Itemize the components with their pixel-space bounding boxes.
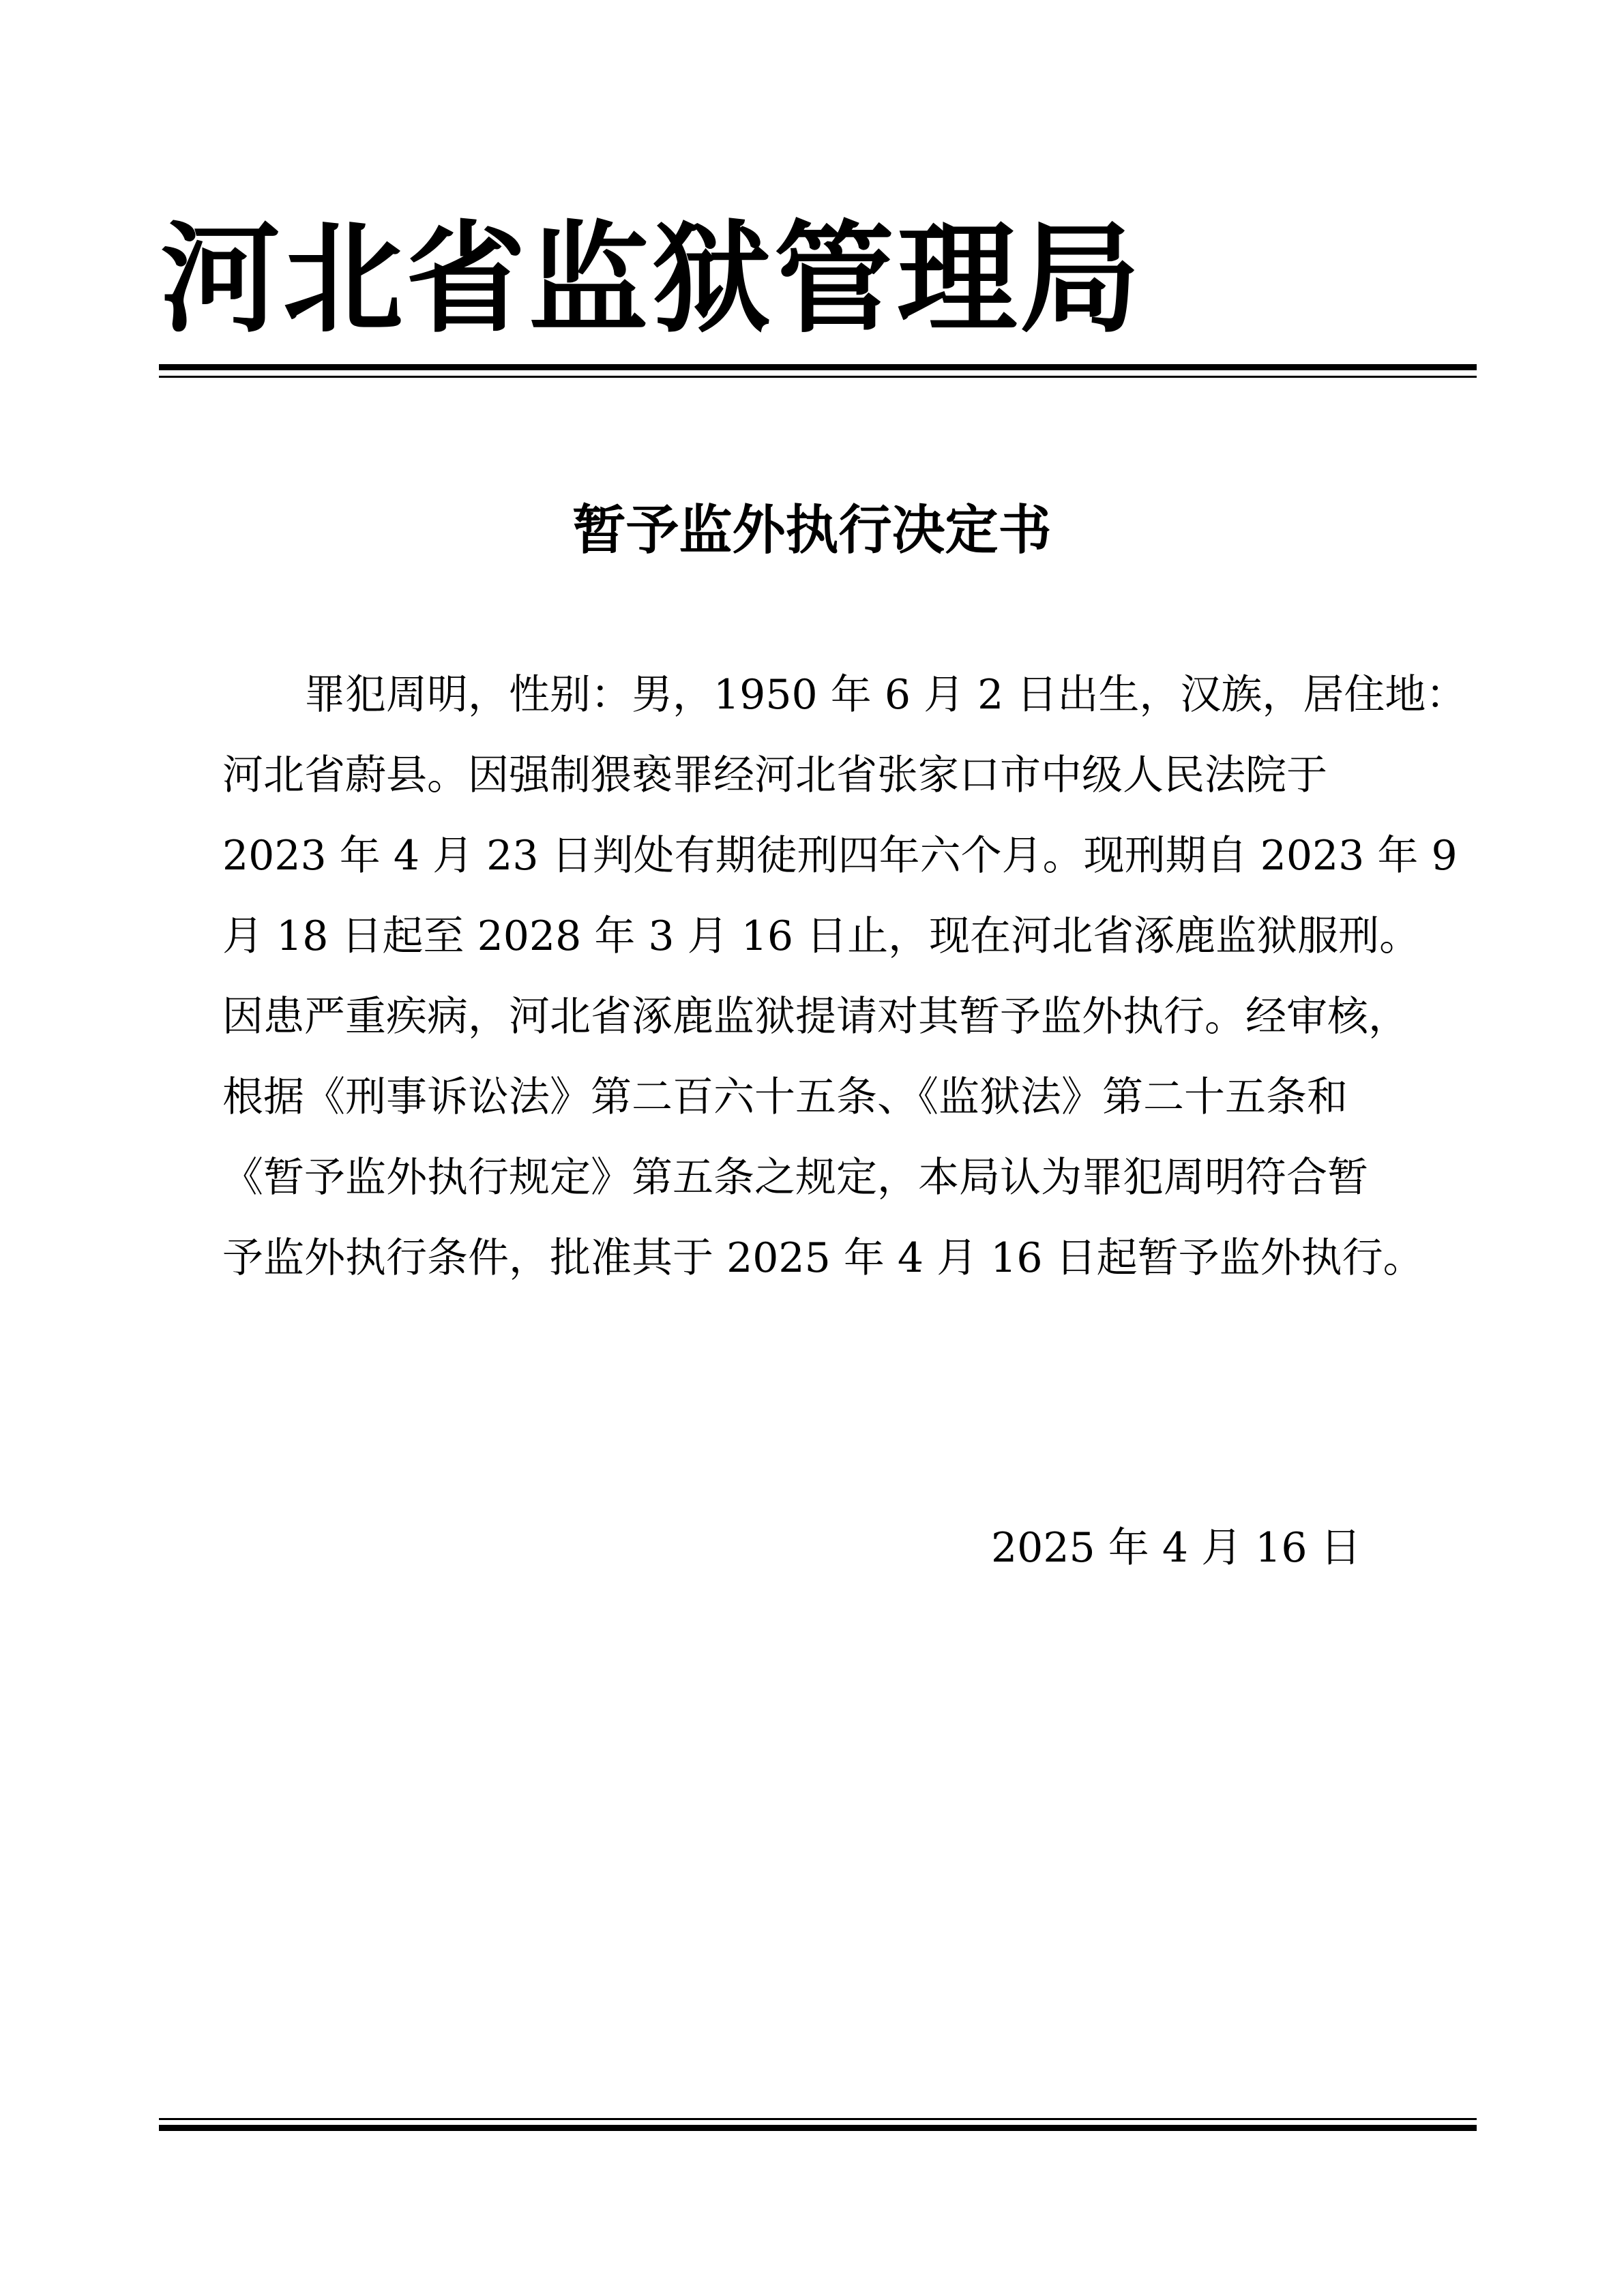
- document-date: 2025 年 4 月 16 日: [991, 1524, 1361, 1572]
- body-line: 河北省蔚县。因强制猥亵罪经河北省张家口市中级人民法院于: [222, 751, 1327, 799]
- document-title: 暂予监外执行决定书: [572, 500, 1052, 561]
- body-line: 2023 年 4 月 23 日判处有期徒刑四年六个月。现刑期自 2023 年 9: [222, 832, 1458, 880]
- body-line: 罪犯周明，性别：男，1950 年 6 月 2 日出生，汉族，居住地：: [222, 671, 1467, 719]
- document-body: [222, 655, 1467, 1298]
- footer-rule-thick: [159, 2125, 1477, 2131]
- issuing-organization-header: 河北省监狱管理局: [160, 209, 1143, 349]
- body-line: 根据《刑事诉讼法》第二百六十五条、《监狱法》第二十五条和: [222, 1073, 1348, 1121]
- body-line: 《暂予监外执行规定》第五条之规定，本局认为罪犯周明符合暂: [222, 1154, 1368, 1202]
- body-line: 月 18 日起至 2028 年 3 月 16 日止，现在河北省涿鹿监狱服刑。: [222, 912, 1421, 960]
- header-rule-thin: [159, 376, 1477, 378]
- footer-rule-thin: [159, 2118, 1477, 2120]
- body-line: 予监外执行条件，批准其于 2025 年 4 月 16 日起暂予监外执行。: [222, 1234, 1424, 1282]
- body-line: 因患严重疾病，河北省涿鹿监狱提请对其暂予监外执行。经审核，: [222, 993, 1409, 1041]
- header-rule-thick: [159, 364, 1477, 370]
